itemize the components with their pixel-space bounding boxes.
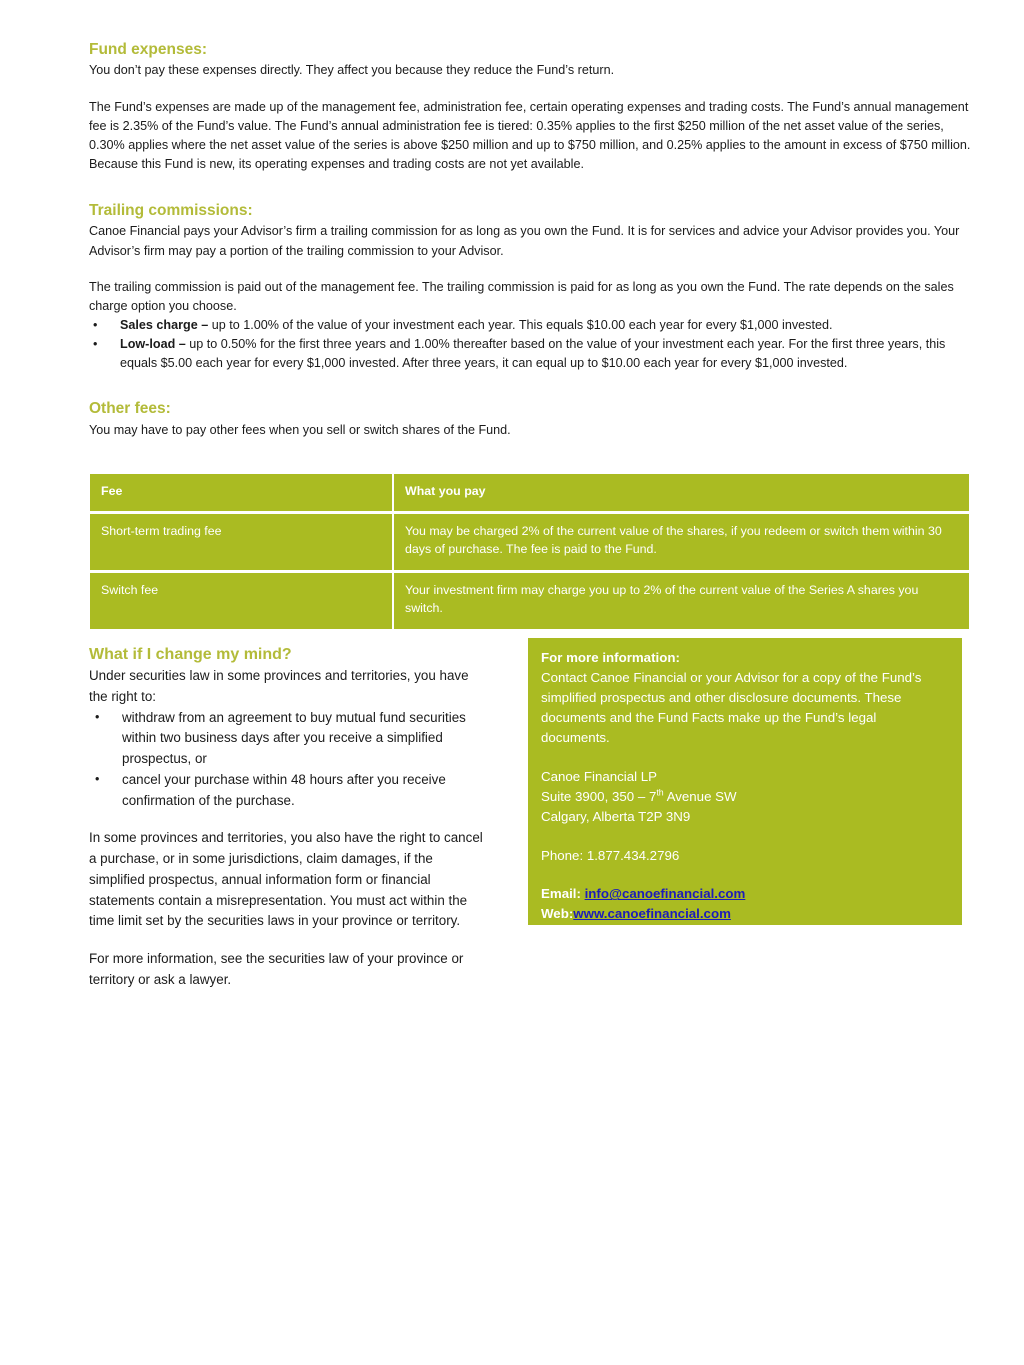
change-my-mind-section <box>89 645 489 991</box>
paragraph-spacer <box>89 811 489 828</box>
address-street <box>541 787 946 807</box>
trailing-commissions-bullets <box>89 316 973 373</box>
bullet-text: up to 0.50% for the first three years and 1.00% thereafter based on the value of your investment each year. For the first three years, this equals $5.00 each year for every $1,000 invested. After three years, it can equal up to $10.00 each year for every $1,000 invested. <box>120 337 946 371</box>
email-link[interactable]: info@canoefinancial.com <box>584 886 746 902</box>
fund-expenses-detail: The Fund’s expenses are made up of the management fee, administration fee, certain operating expenses and trading costs. The Fund’s annual management fee is 2.35% of the Fund’s value. The Fund’s annual administration fee is tiered: 0.35% applies to the first $250 million of the net asset value of the series, 0.30% applies where the net asset value of the series is above $250 million and up to $750 million, and 0.25% applies to the amount in excess of $750 million. Because this Fund is new, its operating expenses and trading costs are not yet available. <box>89 99 971 171</box>
list-item <box>89 316 973 335</box>
fund-expenses-heading: Fund expenses: <box>89 41 207 58</box>
address-ordinal-suffix: th <box>656 787 664 798</box>
trailing-commissions-heading: Trailing commissions: <box>89 202 253 220</box>
table-row <box>90 514 969 570</box>
list-item <box>89 335 973 373</box>
other-fees-heading: Other fees: <box>89 400 171 418</box>
table-header-fee: Fee <box>90 474 392 511</box>
address-suffix: Avenue SW <box>663 788 737 804</box>
cell-fee-name: Short-term trading fee <box>90 514 392 570</box>
email-line <box>541 884 946 904</box>
info-box-body: Contact Canoe Financial or your Advisor for a copy of the Fund’s simplified prospectus and other disclosure documents. These documents and the Fund Facts make up the Fund’s legal documents. <box>541 669 922 745</box>
email-label: Email: <box>541 886 585 902</box>
list-item: • cancel your purchase within 48 hours after you receive confirmation of the purchase. <box>89 770 489 812</box>
change-my-mind-intro: Under securities law in some provinces and territories, you have the right to: <box>89 668 469 704</box>
main-content-column <box>89 40 973 440</box>
info-box-spacer <box>541 827 946 846</box>
table-header <box>90 474 969 511</box>
other-fees-intro: You may have to pay other fees when you sell or switch shares of the Fund. <box>89 422 511 437</box>
cell-fee-name: Switch fee <box>90 573 392 629</box>
section-spacer <box>89 174 973 201</box>
web-label: Web: <box>541 906 574 922</box>
change-my-mind-heading: What if I change my mind? <box>89 646 292 663</box>
cell-what-you-pay: Your investment firm may charge you up to 2% of the current value of the Series A shares you switch. <box>394 573 969 629</box>
section-spacer <box>89 373 973 399</box>
trailing-commissions-para-2: The trailing commission is paid out of the management fee. The trailing commission is paid for as long as you own the Fund. The rate depends on the sales charge option you choose. <box>89 279 954 313</box>
bullet-label: Low-load – <box>120 337 186 352</box>
website-link[interactable]: www.canoefinancial.com <box>573 906 731 922</box>
bullet-label: Sales charge – <box>120 318 209 333</box>
info-box-spacer <box>541 865 946 884</box>
other-fees-table-container <box>88 471 971 632</box>
bullet-text: up to 1.00% of the value of your investment each year. This equals $10.00 each year for every $1,000 invested. <box>208 318 833 333</box>
address-city: Calgary, Alberta T2P 3N9 <box>541 808 691 824</box>
table-body <box>90 514 969 629</box>
table-header-what-you-pay: What you pay <box>394 474 969 511</box>
change-my-mind-para-2: In some provinces and territories, you also have the right to cancel a purchase, or in some jurisdictions, claim damages, if the simplified prospectus, annual information form or financial statements contain a misrepresentation. You must act within the time limit set by the securities laws in your province or territory. <box>89 830 483 929</box>
for-more-information-box <box>528 638 962 925</box>
other-fees-table <box>88 471 971 632</box>
change-my-mind-para-3: For more information, see the securities law of your province or territory or ask a lawyer. <box>89 951 464 987</box>
change-my-mind-bullets <box>89 708 489 812</box>
fund-expenses-intro: You don’t pay these expenses directly. They affect you because they reduce the Fund’s return. <box>89 63 615 78</box>
trailing-commissions-para-1: Canoe Financial pays your Advisor’s firm a trailing commission for as long as you own the Fund. It is for services and advice your Advisor provides you. Your Advisor’s firm may pay a portion of the trailing commission to your Advisor. <box>89 224 960 258</box>
paragraph-spacer <box>89 261 973 278</box>
list-item: • withdraw from an agreement to buy mutual fund securities within two business days after you receive a simplified prospectus, or <box>89 708 489 770</box>
table-header-row <box>90 474 969 511</box>
company-name: Canoe Financial LP <box>541 768 658 784</box>
paragraph-spacer <box>89 81 973 98</box>
info-box-spacer <box>541 748 946 767</box>
paragraph-spacer <box>89 932 489 949</box>
web-line <box>541 904 946 924</box>
info-box-title: For more information: <box>541 650 680 665</box>
address-prefix: Suite 3900, 350 – 7 <box>541 788 657 804</box>
table-row <box>90 573 969 629</box>
cell-what-you-pay: You may be charged 2% of the current value of the shares, if you redeem or switch them within 30 days of purchase. The fee is paid to the Fund. <box>394 514 969 570</box>
phone-number: Phone: 1.877.434.2796 <box>541 847 680 863</box>
